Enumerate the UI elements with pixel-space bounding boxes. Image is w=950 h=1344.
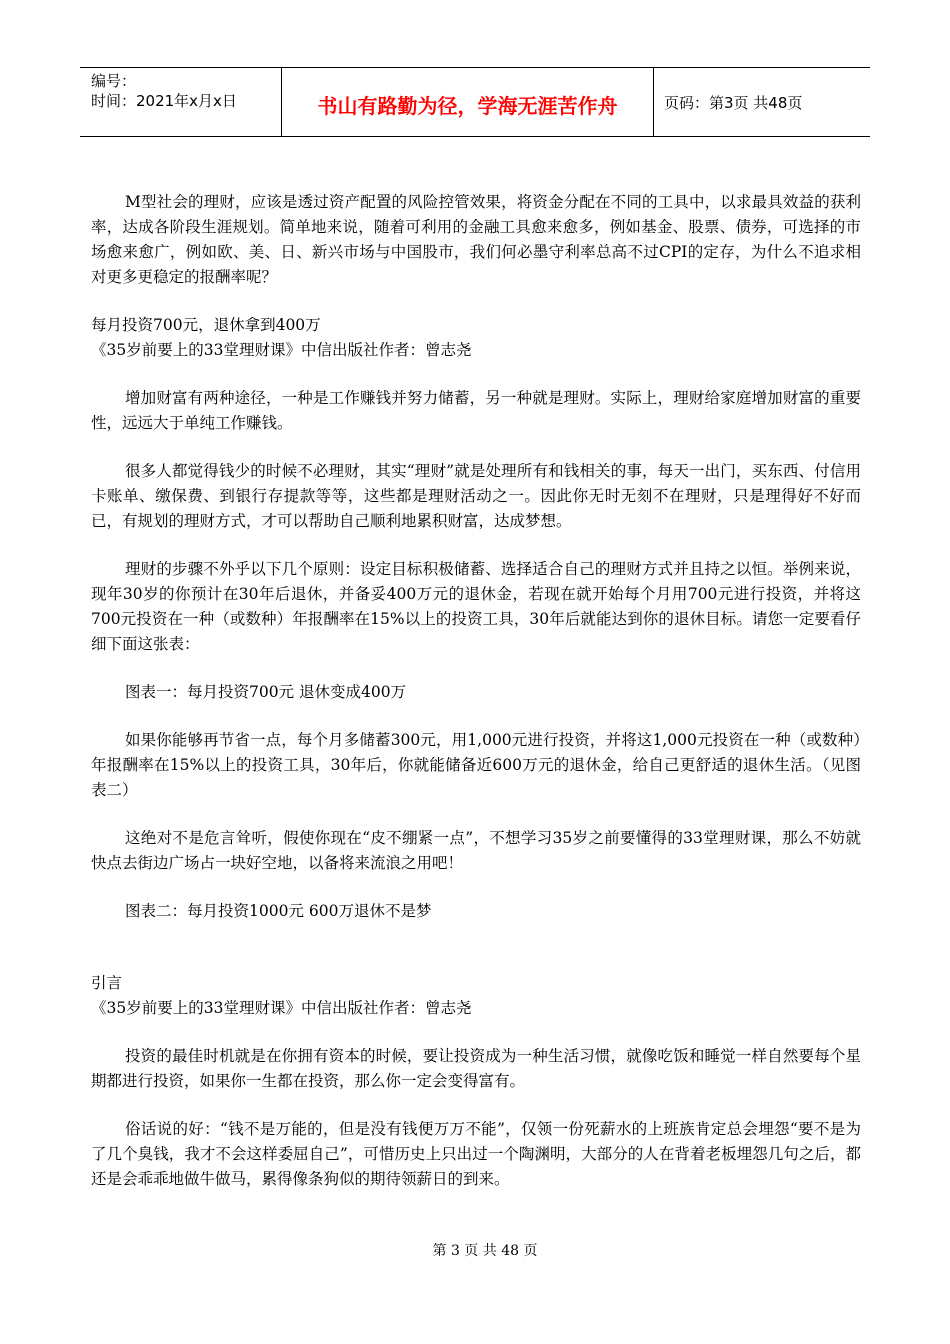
paragraph-wealth-paths: 增加财富有两种途径，一种是工作赚钱并努力储蓄，另一种就是理财。实际上，理财给家庭增加财富的重要性，远远大于单纯工作赚钱。 [91,389,861,432]
document-number-label: 编号： [91,72,137,90]
page-footer: 第 3 页 共 48 页 [432,1243,538,1259]
book-source: 《35岁前要上的33堂理财课》中信出版社作者：曾志尧 [91,341,472,359]
document-body [91,190,861,1215]
document-date: 时间：2021年x月x日 [91,92,237,110]
paragraph-warning: 这绝对不是危言耸听，假使你现在“皮不绷紧一点”，不想学习35岁之前要懂得的33堂理财课，那么不妨就快点去街边广场占一块好空地，以备将来流浪之用吧！ [91,829,861,872]
paragraph-principles: 理财的步骤不外乎以下几个原则：设定目标积极储蓄、选择适合自己的理财方式并且持之以恒。举例来说，现年30岁的你预计在30年后退休，并备妥400万元的退休金，若现在就开始每个月用700元进行投资，并将这700元投资在一种（或数种）年报酬率在15%以上的投资工具，30年后就能达到你的退休目标。请您一定要看仔细下面这张表： [91,560,861,653]
paragraph-intro: M型社会的理财，应该是透过资产配置的风险控管效果，将资金分配在不同的工具中，以求最具效益的获利率，达成各阶段生涯规划。简单地来说，随着可利用的金融工具愈来愈多，例如基金、股票、债券，可选择的市场愈来愈广，例如欧、美、日、新兴市场与中国股市，我们何必墨守利率总高不过CPI的定存，为什么不追求相对更多更稳定的报酬率呢？ [91,193,861,286]
header-meta [80,68,281,136]
book-source-2: 《35岁前要上的33堂理财课》中信出版社作者：曾志尧 [91,999,472,1017]
header-motto: 书山有路勤为径，学海无涯苦作舟 [281,68,654,136]
page-header [80,67,870,137]
section-heading-investment: 每月投资700元，退休拿到400万 [91,316,321,334]
header-page-info: 页码：第3页 共48页 [664,93,803,112]
paragraph-saying: 俗话说的好：“钱不是万能的，但是没有钱便万万不能”，仅领一份死薪水的上班族肯定总会埋怨“要不是为了几个臭钱，我才不会这样委屈自己”，可惜历史上只出过一个陶渊明，大部分的人在背着老板埋怨几句之后，都还是会乖乖地做牛做马，累得像条狗似的期待领薪日的到来。 [91,1120,861,1188]
section-heading-preface: 引言 [91,974,123,992]
figure-caption-2: 图表二：每月投资1000元 600万退休不是梦 [125,902,432,920]
paragraph-financial-management: 很多人都觉得钱少的时候不必理财，其实“理财”就是处理所有和钱相关的事，每天一出门，买东西、付信用卡账单、缴保费、到银行存提款等等，这些都是理财活动之一。因此你无时无刻不在理财，只是理得好不好而已，有规划的理财方式，才可以帮助自己顺利地累积财富，达成梦想。 [91,462,861,530]
paragraph-best-time: 投资的最佳时机就是在你拥有资本的时候，要让投资成为一种生活习惯，就像吃饭和睡觉一样自然要每个星期都进行投资，如果你一生都在投资，那么你一定会变得富有。 [91,1047,861,1090]
figure-caption-1: 图表一：每月投资700元 退休变成400万 [125,683,407,701]
paragraph-save-more: 如果你能够再节省一点，每个月多储蓄300元，用1,000元进行投资，并将这1,000元投资在一种（或数种）年报酬率在15%以上的投资工具，30年后，你就能储备近600万元的退休金，给自己更舒适的退休生活。（见图表二） [91,731,861,799]
